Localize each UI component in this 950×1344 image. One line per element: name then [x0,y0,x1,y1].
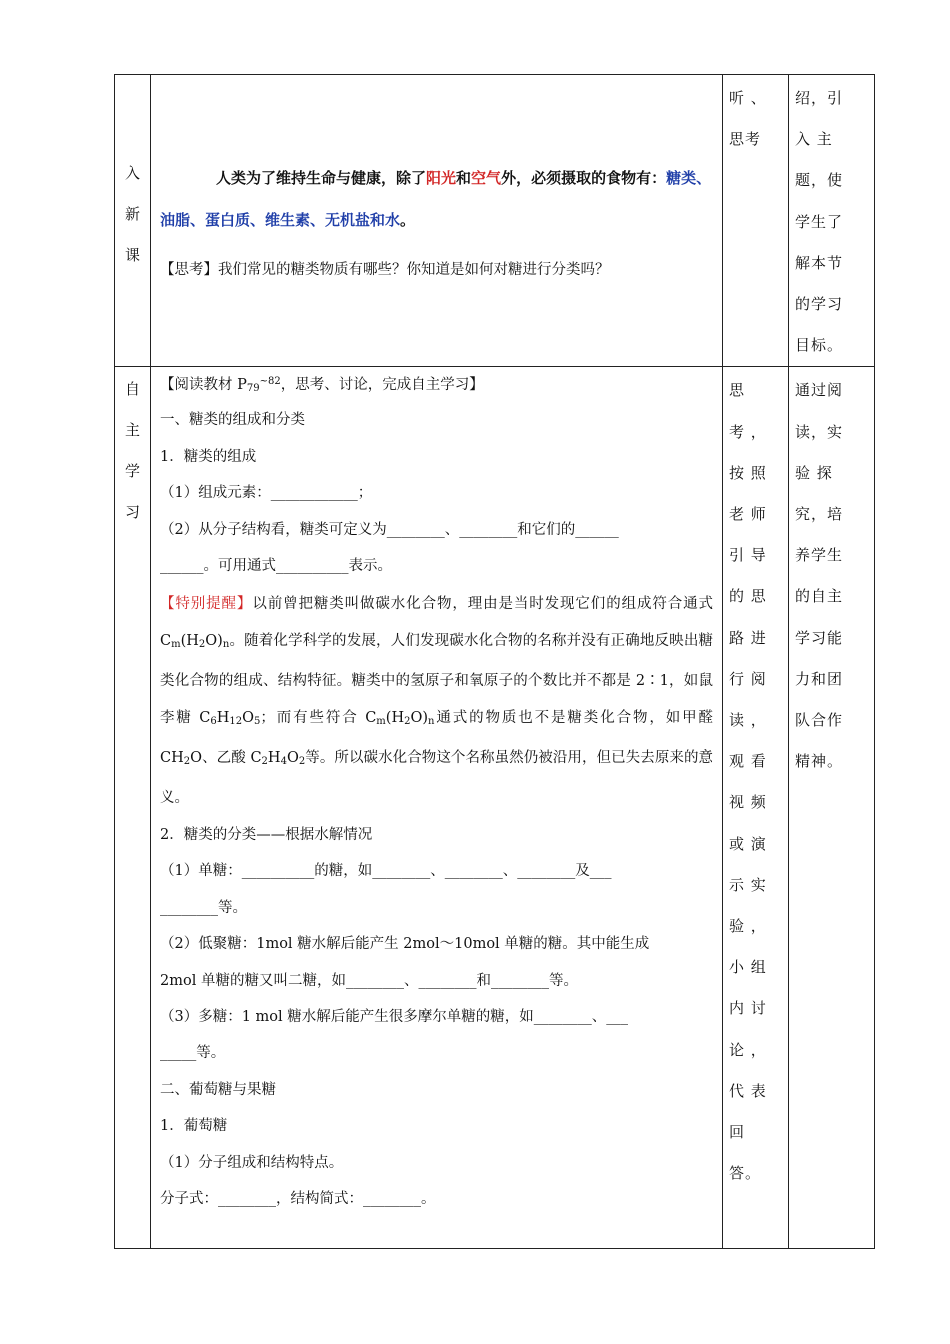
row-self-study [115,367,875,1249]
purpose-line: 题，使 [795,171,844,190]
student-activity-line: 路 进 [729,628,767,647]
reminder-text: O) [205,632,223,649]
student-activity-cell-intro [723,75,789,367]
student-activity-line: 视 频 [729,793,767,812]
section-heading: 一、糖类的组成和分类 [160,412,305,429]
subscript: 4 [280,756,287,768]
subsection-heading: 2．糖类的分类——根据水解情况 [160,826,373,843]
student-activity-line: 验 ， [729,917,767,936]
subscript: 12 [229,715,243,727]
design-purpose-cell-self-study [789,367,875,1249]
reminder-text: O) [410,709,429,726]
row-intro [115,75,875,367]
student-activity-cell-self-study [723,367,789,1249]
stage-cell-self-study [115,367,151,1249]
special-reminder [160,586,713,816]
highlight-sunlight: 阳光 [426,169,457,187]
food-list: 糖类、油脂、蛋白质、维生素、无机盐和水 [160,169,712,229]
student-activity-line: 回 [729,1123,746,1142]
stage-label-intro [115,153,150,276]
purpose-line: 精神。 [795,752,844,771]
question-line: 2mol 单糖的糖又叫二糖，如________、________和________等。 [160,972,578,989]
student-activity-line: 代 表 [729,1081,767,1100]
reminder-text: (H [180,632,199,649]
student-activity-line: 按 照 [729,463,767,482]
purpose-line: 解本节 [795,253,844,272]
section-heading: 二、葡萄糖与果糖 [160,1081,276,1098]
reminder-text: (H [385,709,405,726]
reminder-text: 通式的物质也不是糖类化合物，如甲醛 CH [160,709,713,767]
reading-text: ，思考、讨论，完成自主学习】 [280,377,484,394]
question-line: （1）单糖：__________的糖，如________、________、________及___ [160,863,612,880]
content-cell-intro [151,75,723,367]
subscript: m [376,715,386,727]
student-activity-line: 示 实 [729,875,767,894]
think-question: 【思考】我们常见的糖类物质有哪些？你知道是如何对糖进行分类吗？ [160,262,610,278]
purpose-line: 的自主 [795,587,844,606]
purpose-line: 队合作 [795,711,844,730]
purpose-line: 究，培 [795,505,844,524]
stage-char: 主 [124,421,140,440]
purpose-line: 力和团 [795,669,844,688]
stage-char: 新 [124,205,140,223]
intro-text: 。 [400,211,416,229]
purpose-line: 养学生 [795,546,844,565]
purpose-line: 读，实 [795,422,844,441]
purpose-line: 验 探 [795,463,833,482]
student-activity-line: 思 [729,381,746,400]
student-activity-line: 或 演 [729,834,767,853]
page-subscript: 79 [246,383,260,395]
student-activity-line: 的 思 [729,587,767,606]
student-activity-line: 思考 [729,130,762,149]
reminder-text: O、乙酸 C [190,750,262,767]
student-activity-line: 读 ， [729,711,767,730]
design-purpose-cell-intro [789,75,875,367]
subscript: n [428,715,435,727]
lesson-plan-table [114,74,875,1249]
question-line: 分子式：________，结构简式：________。 [160,1190,436,1207]
question-line: （2）低聚糖：1mol 糖水解后能产生 2mol～10mol 单糖的糖。其中能生成 [160,936,650,953]
subscript: 2 [198,638,206,650]
subscript: 6 [210,715,217,727]
purpose-line: 目标。 [795,336,844,355]
stage-cell-intro [115,75,151,367]
student-activity-line: 老 师 [729,505,767,524]
stage-char: 入 [124,164,140,182]
page-superscript: ~82 [259,376,281,388]
student-activity-line: 观 看 [729,752,767,771]
purpose-line: 绍，引 [795,89,844,107]
reading-instruction [160,369,713,402]
subscript: 2 [404,715,411,727]
subscript: 2 [298,756,306,768]
subsection-heading: 1．葡萄糖 [160,1118,228,1135]
question-line: ______。可用通式__________表示。 [160,558,392,575]
student-activity-line: 内 讨 [729,999,767,1018]
purpose-line: 的学习 [795,295,844,314]
subscript: n [222,638,230,650]
reminder-text: 等。所以碳水化合物这个名称虽然仍被沿用，但已失去原来的意义。 [160,750,714,807]
purpose-line: 通过阅 [795,381,844,400]
reminder-text: O [286,750,299,767]
subscript: 2 [261,756,268,768]
stage-label-self-study [115,369,150,533]
student-activity-line: 小 组 [729,958,767,977]
student-activity-line: 考 ， [729,422,767,441]
reading-text: 【阅读教材 P [160,377,247,394]
student-activity-line: 答。 [729,1164,762,1183]
stage-char: 课 [124,246,140,264]
highlight-air: 空气 [471,169,502,187]
reminder-text: H [216,709,230,726]
purpose-line: 学生了 [795,212,844,231]
reminder-text: 。随着化学科学的发展，人们发现碳水化合物的名称并没有正确地反映出糖类化合物的组成、结构特征。糖类中的氢原子和氧原子的个数比并不都是 2∶1，如鼠李糖 C [160,632,713,726]
intro-text: 和 [456,169,472,187]
student-activity-line: 论 ， [729,1040,767,1059]
stage-char: 自 [124,380,140,399]
subsection-heading: 1．糖类的组成 [160,448,257,465]
student-activity-line: 听 、 [729,89,767,107]
reminder-text: 以前曾把糖类叫做碳水化合物，理由是当时发现它们的组成符合通式 C [160,596,714,649]
student-activity-line: 行 阅 [729,669,767,688]
question-line: （2）从分子结构看，糖类可定义为________、________和它们的______ [160,521,619,538]
subscript: 5 [254,715,261,727]
question-line: （1）组成元素：____________； [160,485,373,502]
question-line: ________等。 [160,899,247,916]
intro-text: 人类为了维持生命与健康，除了 [216,169,427,187]
purpose-line: 入 主 [795,130,833,149]
subscript: m [171,638,181,650]
subscript: 2 [183,756,191,768]
question-line: （3）多糖：1 mol 糖水解后能产生很多摩尔单糖的糖，如________、___ [160,1008,629,1025]
reminder-label: 【特别提醒】 [160,596,253,613]
reminder-text: ；而有些符合 C [260,709,377,726]
question-line: _____等。 [160,1045,226,1062]
intro-text: 外，必须摄取的食物有： [501,169,667,187]
reminder-text: O [242,709,255,726]
reminder-text: H [267,750,281,767]
stage-char: 学 [124,462,140,481]
content-cell-self-study [151,367,723,1249]
purpose-line: 学习能 [795,628,844,647]
intro-paragraph [160,157,713,241]
question-line: （1）分子组成和结构特点。 [160,1154,344,1171]
student-activity-line: 引 导 [729,546,767,565]
stage-char: 习 [124,503,140,522]
